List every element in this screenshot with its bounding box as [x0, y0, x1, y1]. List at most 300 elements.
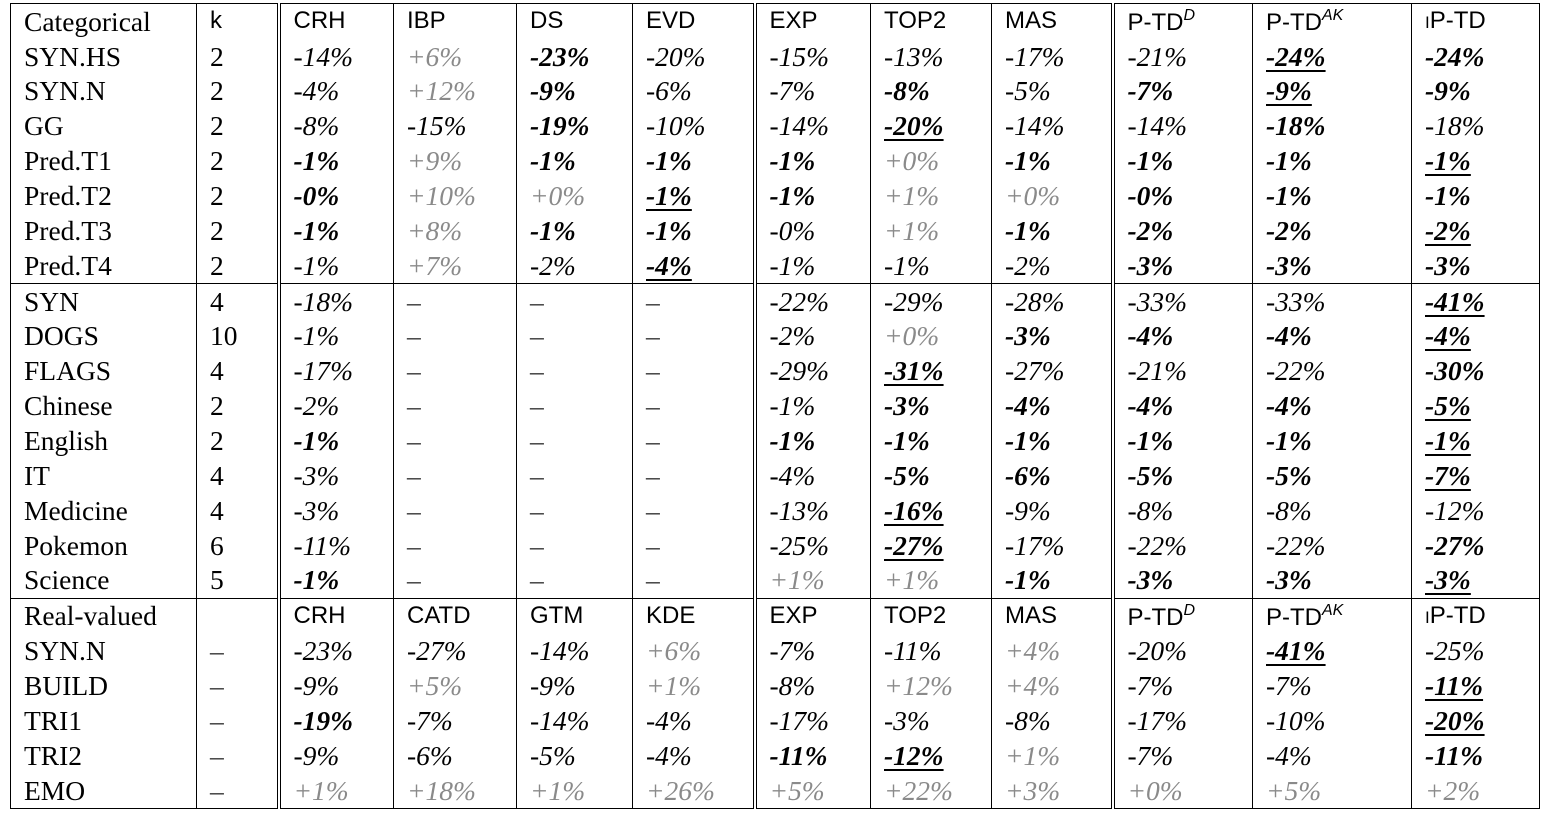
column-header: iP-TD [1412, 598, 1540, 633]
metric-value: -7% [769, 635, 816, 667]
metric-cell [755, 213, 871, 248]
metric-cell [992, 563, 1113, 598]
metric-cell [992, 389, 1113, 424]
metric-cell [1113, 773, 1253, 809]
metric-value: -7% [1127, 670, 1174, 702]
metric-value: -2% [769, 320, 816, 352]
metric-cell [871, 738, 992, 773]
metric-value: – [530, 564, 544, 596]
metric-value: – [646, 425, 660, 457]
metric-cell [755, 74, 871, 109]
metric-cell [755, 563, 871, 598]
metric-value: -1% [293, 249, 340, 281]
metric-cell [633, 563, 755, 598]
metric-value: -4% [646, 739, 692, 771]
metric-value: -20% [646, 40, 706, 72]
metric-cell [755, 389, 871, 424]
metric-cell [633, 248, 755, 283]
metric-value: -7% [1127, 75, 1174, 107]
dataset-name: GG [11, 109, 197, 144]
metric-cell [394, 634, 517, 669]
metric-cell [517, 773, 633, 809]
dataset-name: TRI1 [11, 703, 197, 738]
metric-value: – [407, 425, 421, 457]
metric-value: -4% [1266, 320, 1312, 352]
metric-value: -2% [1127, 214, 1174, 246]
metric-value: -31% [884, 355, 944, 387]
metric-cell [517, 389, 633, 424]
k-value: 2 [197, 389, 279, 424]
k-value: 4 [197, 458, 279, 493]
column-header: DS [517, 4, 633, 39]
metric-value: -25% [769, 529, 830, 561]
metric-value: -1% [646, 145, 692, 177]
metric-cell [517, 634, 633, 669]
metric-value: -24% [1266, 40, 1326, 72]
metric-cell [992, 423, 1113, 458]
k-value: – [197, 668, 279, 703]
metric-cell [1412, 668, 1540, 703]
metric-value: +1% [884, 564, 940, 596]
k-value: 5 [197, 563, 279, 598]
metric-cell [1253, 389, 1412, 424]
metric-value: -3% [293, 459, 340, 491]
metric-value: +6% [646, 635, 702, 667]
metric-value: -8% [769, 670, 816, 702]
metric-cell [871, 563, 992, 598]
metric-cell [279, 493, 394, 528]
metric-value: -17% [1127, 704, 1188, 736]
metric-cell [1253, 423, 1412, 458]
metric-cell [1412, 319, 1540, 354]
metric-cell [633, 39, 755, 74]
metric-value: -11% [293, 529, 352, 561]
k-value: 4 [197, 493, 279, 528]
results-table-body [11, 4, 1540, 809]
metric-cell [1412, 458, 1540, 493]
metric-value: -33% [1266, 285, 1326, 317]
metric-cell [755, 668, 871, 703]
header-row [11, 598, 1540, 633]
metric-cell [1253, 143, 1412, 178]
metric-cell [871, 389, 992, 424]
metric-cell [394, 738, 517, 773]
metric-value: -4% [293, 75, 340, 107]
metric-cell [755, 423, 871, 458]
metric-value: – [646, 459, 660, 491]
metric-value: +0% [1005, 179, 1061, 211]
metric-cell [1113, 634, 1253, 669]
metric-cell [517, 563, 633, 598]
metric-value: -16% [884, 494, 944, 526]
results-table [10, 3, 1540, 809]
metric-cell [517, 423, 633, 458]
column-header: EXP [755, 4, 871, 39]
metric-value: – [646, 564, 660, 596]
metric-cell [633, 178, 755, 213]
metric-cell [279, 283, 394, 318]
metric-value: -1% [1127, 425, 1174, 457]
metric-cell [871, 528, 992, 563]
metric-cell [1113, 563, 1253, 598]
metric-cell [1412, 283, 1540, 318]
metric-cell [1253, 248, 1412, 283]
metric-value: -28% [1005, 285, 1065, 317]
metric-cell [394, 178, 517, 213]
metric-value: -3% [1425, 249, 1471, 281]
metric-cell [394, 283, 517, 318]
metric-value: -1% [646, 214, 692, 246]
metric-value: -12% [1425, 494, 1485, 526]
metric-value: – [407, 320, 421, 352]
metric-cell [394, 143, 517, 178]
metric-cell [755, 248, 871, 283]
metric-value: – [530, 529, 544, 561]
metric-cell [1113, 354, 1253, 389]
metric-cell [755, 703, 871, 738]
metric-value: +8% [407, 214, 463, 246]
metric-value: -1% [530, 214, 576, 246]
column-header: IBP [394, 4, 517, 39]
dataset-name: IT [11, 458, 197, 493]
metric-value: -2% [1266, 214, 1312, 246]
metric-cell [992, 213, 1113, 248]
metric-value: -1% [1005, 214, 1051, 246]
metric-cell [755, 634, 871, 669]
metric-value: -11% [769, 739, 828, 771]
column-header: MAS [992, 4, 1113, 39]
table-row [11, 528, 1540, 563]
column-header: CRH [279, 598, 394, 633]
metric-cell [394, 563, 517, 598]
metric-cell [755, 178, 871, 213]
metric-value: -1% [1266, 179, 1312, 211]
metric-cell [394, 493, 517, 528]
metric-cell [1113, 423, 1253, 458]
metric-cell [1253, 668, 1412, 703]
metric-value: -29% [884, 285, 944, 317]
dataset-name: Chinese [11, 389, 197, 424]
metric-cell [1412, 634, 1540, 669]
table-row [11, 178, 1540, 213]
table-row [11, 738, 1540, 773]
metric-value: – [407, 564, 421, 596]
dataset-name: EMO [11, 773, 197, 809]
metric-value: -14% [530, 635, 590, 667]
metric-cell [279, 319, 394, 354]
metric-cell [1412, 423, 1540, 458]
metric-cell [517, 458, 633, 493]
column-header: k [197, 4, 279, 39]
metric-cell [1113, 213, 1253, 248]
metric-value: -15% [407, 110, 467, 142]
metric-cell [755, 528, 871, 563]
metric-cell [871, 39, 992, 74]
column-header: EXP [755, 598, 871, 633]
metric-cell [279, 563, 394, 598]
metric-cell [633, 493, 755, 528]
metric-value: -10% [1266, 704, 1326, 736]
metric-value: -10% [646, 110, 706, 142]
metric-cell [1113, 738, 1253, 773]
dataset-name: FLAGS [11, 354, 197, 389]
k-value: 2 [197, 143, 279, 178]
dataset-name: SYN.N [11, 634, 197, 669]
metric-value: -4% [1127, 320, 1174, 352]
k-value: 6 [197, 528, 279, 563]
metric-cell [279, 143, 394, 178]
k-value: 2 [197, 74, 279, 109]
metric-cell [394, 389, 517, 424]
metric-cell [1412, 39, 1540, 74]
metric-cell [755, 773, 871, 809]
column-header: CATD [394, 598, 517, 633]
metric-cell [517, 528, 633, 563]
metric-value: -1% [884, 249, 930, 281]
metric-value: -9% [530, 75, 576, 107]
column-header: GTM [517, 598, 633, 633]
metric-cell [517, 74, 633, 109]
metric-value: +0% [884, 145, 940, 177]
metric-value: -8% [884, 75, 930, 107]
dataset-name: Pred.T2 [11, 178, 197, 213]
column-header: $P-TD^D$ [1113, 4, 1253, 39]
metric-cell [1412, 143, 1540, 178]
metric-cell [1253, 178, 1412, 213]
dataset-name: Pokemon [11, 528, 197, 563]
metric-value: -5% [1127, 459, 1174, 491]
metric-value: -1% [1425, 425, 1471, 457]
metric-cell [992, 634, 1113, 669]
metric-cell [279, 738, 394, 773]
metric-cell [517, 109, 633, 144]
metric-value: -30% [1425, 355, 1485, 387]
metric-value: +0% [1127, 774, 1183, 806]
k-value: – [197, 634, 279, 669]
metric-cell [633, 143, 755, 178]
metric-cell [279, 773, 394, 809]
metric-cell [871, 178, 992, 213]
metric-cell [1412, 493, 1540, 528]
metric-cell [633, 74, 755, 109]
metric-cell [992, 143, 1113, 178]
metric-cell [279, 248, 394, 283]
table-row [11, 563, 1540, 598]
metric-value: -3% [1266, 564, 1312, 596]
metric-cell [755, 39, 871, 74]
column-header: iP-TD [1412, 4, 1540, 39]
table-row [11, 634, 1540, 669]
metric-value: +10% [407, 179, 476, 211]
metric-value: -18% [1266, 110, 1326, 142]
metric-value: -4% [1266, 739, 1312, 771]
metric-value: -3% [1425, 564, 1471, 596]
metric-cell [633, 319, 755, 354]
metric-cell [871, 248, 992, 283]
metric-value: -3% [884, 390, 930, 422]
metric-value: -4% [1425, 320, 1471, 352]
table-row [11, 319, 1540, 354]
metric-value: – [407, 390, 421, 422]
metric-value: -4% [1005, 390, 1051, 422]
metric-value: -21% [1127, 40, 1188, 72]
metric-value: -2% [1425, 214, 1471, 246]
metric-value: – [407, 494, 421, 526]
metric-cell [992, 178, 1113, 213]
metric-cell [871, 458, 992, 493]
metric-value: +5% [1266, 774, 1322, 806]
metric-value: -1% [1005, 564, 1051, 596]
metric-cell [279, 39, 394, 74]
metric-cell [517, 354, 633, 389]
metric-value: -2% [293, 390, 340, 422]
column-header [197, 598, 279, 633]
metric-value: +9% [407, 145, 463, 177]
metric-value: +2% [1425, 774, 1481, 806]
metric-cell [279, 178, 394, 213]
metric-cell [1253, 738, 1412, 773]
metric-cell [633, 354, 755, 389]
table-row [11, 143, 1540, 178]
metric-value: -22% [1266, 529, 1326, 561]
metric-value: -7% [769, 75, 816, 107]
metric-cell [992, 248, 1113, 283]
metric-cell [1253, 703, 1412, 738]
metric-value: -3% [884, 704, 930, 736]
metric-cell [755, 319, 871, 354]
metric-cell [1412, 109, 1540, 144]
metric-cell [1113, 319, 1253, 354]
metric-cell [1113, 703, 1253, 738]
metric-value: – [646, 390, 660, 422]
metric-cell [871, 493, 992, 528]
metric-cell [992, 493, 1113, 528]
metric-value: -17% [1005, 40, 1065, 72]
dataset-name: TRI2 [11, 738, 197, 773]
metric-value: -1% [293, 145, 340, 177]
metric-cell [1113, 178, 1253, 213]
metric-cell [871, 773, 992, 809]
metric-value: – [407, 355, 421, 387]
metric-value: -27% [1005, 355, 1065, 387]
metric-value: -25% [1425, 635, 1485, 667]
metric-value: -1% [1266, 145, 1312, 177]
metric-cell [279, 528, 394, 563]
dataset-name: English [11, 423, 197, 458]
metric-value: -24% [1425, 40, 1485, 72]
metric-value: -13% [769, 494, 830, 526]
metric-cell [517, 319, 633, 354]
metric-value: -7% [1425, 459, 1471, 491]
k-value: 2 [197, 39, 279, 74]
column-header: $P-TD^{AK}$ [1253, 4, 1412, 39]
metric-cell [394, 213, 517, 248]
metric-cell [1253, 528, 1412, 563]
table-row [11, 773, 1540, 809]
metric-value: -1% [1005, 425, 1051, 457]
metric-cell [279, 109, 394, 144]
metric-cell [394, 423, 517, 458]
metric-cell [1412, 738, 1540, 773]
metric-value: -20% [1425, 704, 1485, 736]
metric-cell [1253, 493, 1412, 528]
metric-cell [394, 354, 517, 389]
metric-value: – [407, 459, 421, 491]
k-value: 2 [197, 248, 279, 283]
metric-value: +1% [884, 179, 940, 211]
metric-value: -8% [293, 110, 340, 142]
metric-value: -20% [884, 110, 944, 142]
metric-value: +6% [407, 40, 463, 72]
metric-cell [871, 283, 992, 318]
metric-cell [871, 354, 992, 389]
metric-value: -19% [530, 110, 590, 142]
metric-cell [1113, 668, 1253, 703]
metric-cell [1412, 354, 1540, 389]
table-row [11, 283, 1540, 318]
metric-value: -1% [293, 214, 340, 246]
table-row [11, 668, 1540, 703]
metric-value: +12% [884, 670, 953, 702]
metric-cell [1412, 703, 1540, 738]
table-row [11, 213, 1540, 248]
metric-cell [279, 634, 394, 669]
metric-value: -9% [1005, 494, 1051, 526]
table-row [11, 39, 1540, 74]
metric-cell [633, 283, 755, 318]
metric-value: +26% [646, 774, 715, 806]
metric-value: +1% [769, 564, 825, 596]
column-header: CRH [279, 4, 394, 39]
metric-cell [517, 668, 633, 703]
k-value: – [197, 703, 279, 738]
metric-value: -4% [1266, 390, 1312, 422]
metric-value: -5% [884, 459, 930, 491]
metric-value: -1% [769, 249, 816, 281]
metric-cell [871, 423, 992, 458]
metric-value: -29% [769, 355, 830, 387]
column-header: $P-TD^{AK}$ [1253, 598, 1412, 633]
metric-value: -9% [530, 670, 576, 702]
metric-cell [871, 74, 992, 109]
metric-value: +3% [1005, 774, 1061, 806]
metric-value: +1% [646, 670, 702, 702]
metric-cell [992, 738, 1113, 773]
metric-cell [279, 423, 394, 458]
metric-cell [992, 354, 1113, 389]
metric-cell [871, 143, 992, 178]
metric-value: – [407, 285, 421, 317]
metric-value: – [646, 320, 660, 352]
metric-cell [517, 39, 633, 74]
metric-cell [755, 738, 871, 773]
metric-value: -5% [1425, 390, 1471, 422]
metric-cell [1113, 528, 1253, 563]
k-value: 2 [197, 423, 279, 458]
metric-value: – [530, 494, 544, 526]
metric-value: -0% [1127, 179, 1174, 211]
metric-value: +1% [1005, 739, 1061, 771]
metric-cell [992, 528, 1113, 563]
metric-value: -1% [769, 179, 816, 211]
metric-cell [517, 493, 633, 528]
metric-value: – [530, 355, 544, 387]
metric-cell [1253, 354, 1412, 389]
metric-cell [1113, 493, 1253, 528]
metric-value: -3% [1266, 249, 1312, 281]
metric-cell [517, 143, 633, 178]
metric-value: -1% [1005, 145, 1051, 177]
